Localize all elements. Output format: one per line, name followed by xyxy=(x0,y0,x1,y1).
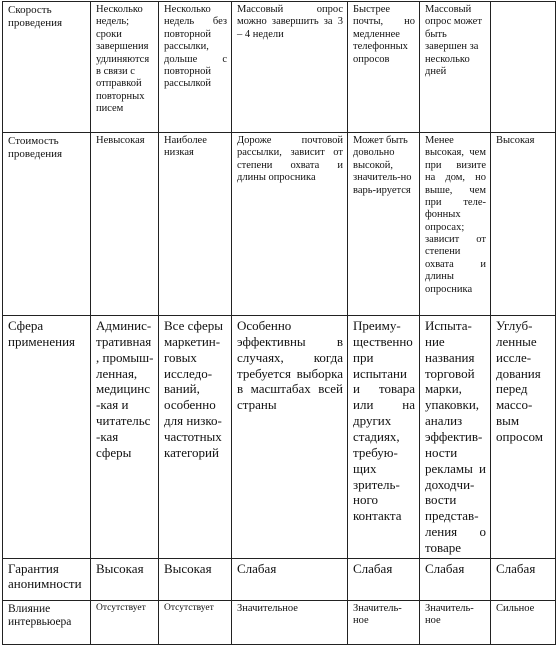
table-cell: Значитель-ное xyxy=(420,600,491,644)
table-cell: Невысокая xyxy=(91,133,159,316)
table-cell: Испыта-ние названия торговой марки, упаковки, анализ эффектив-ности рекламы и доходчи-вости представ-ления о товаре xyxy=(420,316,491,559)
criterion-cell: Скорость проведения xyxy=(3,2,91,133)
table-cell: Высокая xyxy=(159,558,232,600)
table-cell: Быстрее почты, но медленнее телефонных опросов xyxy=(348,2,420,133)
table-cell: Слабая xyxy=(420,558,491,600)
table-cell: Преиму-щественно при испытани и товара или на других стадиях, требую-щих зритель-ного контакта xyxy=(348,316,420,559)
table-cell: Углуб-ленные иссле-дования перед массо-вым опросом xyxy=(491,316,556,559)
table-cell: Массовый опрос можно завершить за 3 – 4 недели xyxy=(232,2,348,133)
table-cell: Слабая xyxy=(348,558,420,600)
table-cell: Наиболее низкая xyxy=(159,133,232,316)
comparison-table xyxy=(2,1,556,645)
table-cell: Админис-тративная, промыш-ленная, медицинс-кая и читательс-кая сферы xyxy=(91,316,159,559)
table-cell: Значитель-ное xyxy=(348,600,420,644)
table-row-cost xyxy=(3,133,556,316)
table-row-anonymity xyxy=(3,558,556,600)
table-cell: Высокая xyxy=(491,133,556,316)
table-cell: Значительное xyxy=(232,600,348,644)
table-cell: Слабая xyxy=(491,558,556,600)
table-cell xyxy=(491,2,556,133)
criterion-cell: Сфера применения xyxy=(3,316,91,559)
table-cell: Массовый опрос может быть завершен за несколько дней xyxy=(420,2,491,133)
criterion-cell: Влияние интервьюера xyxy=(3,600,91,644)
table-cell: Отсутствует xyxy=(159,600,232,644)
table-cell: Сильное xyxy=(491,600,556,644)
table-cell: Несколько недель; сроки завершения удлиняются в связи с отправкой повторных писем xyxy=(91,2,159,133)
table-cell: Дороже почтовой рассылки, зависит от степени охвата и длины опросника xyxy=(232,133,348,316)
table-cell: Высокая xyxy=(91,558,159,600)
table-row-scope xyxy=(3,316,556,559)
table-row-speed xyxy=(3,2,556,133)
table-row-interviewer-influence xyxy=(3,600,556,644)
table-cell: Особенно эффективны в случаях, когда требуется выборка в масштабах всей страны xyxy=(232,316,348,559)
table-cell: Несколько недель без повторной рассылки, дольше с повторной рассылкой xyxy=(159,2,232,133)
criterion-cell: Стоимость проведения xyxy=(3,133,91,316)
table-cell: Все сферы маркетин-говых исследо-ваний, особенно для низко-частотных категорий xyxy=(159,316,232,559)
table-cell: Слабая xyxy=(232,558,348,600)
table-cell: Может быть довольно высокой, значитель-но варь-ируется xyxy=(348,133,420,316)
table-cell: Отсутствует xyxy=(91,600,159,644)
table-cell: Менее высокая, чем при визите на дом, но выше, чем при теле-фонных опросах; зависит от степени охвата и длины опросника xyxy=(420,133,491,316)
criterion-cell: Гарантия анонимности xyxy=(3,558,91,600)
